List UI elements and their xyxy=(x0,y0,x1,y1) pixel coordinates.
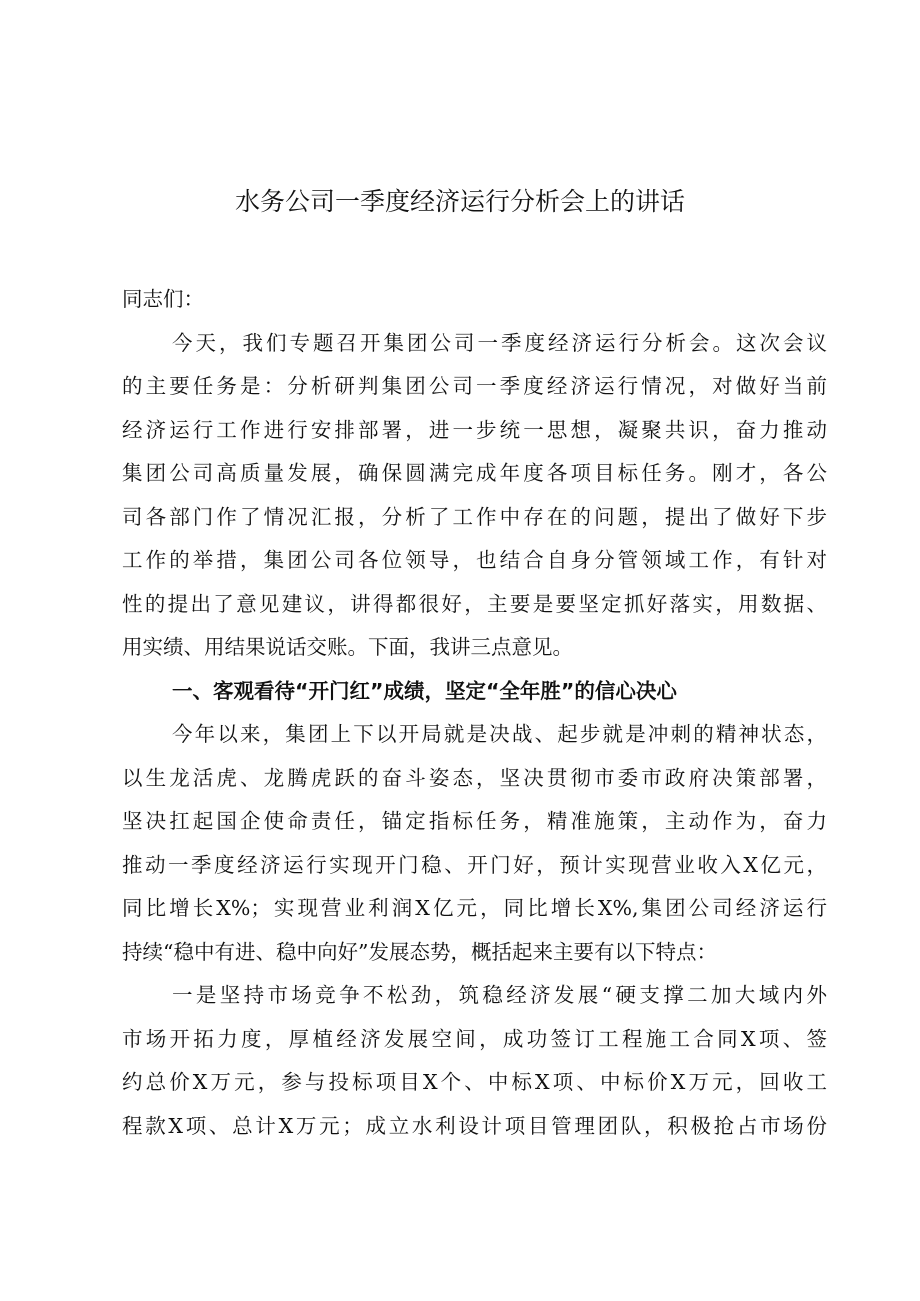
paragraph-line: 市场开拓力度，厚植经济发展空间，成功签订工程施工合同X项、签 xyxy=(122,1026,827,1051)
paragraph-line: 同比增长X%；实现营业利润X亿元，同比增长X%,集团公司经济运行 xyxy=(122,896,827,920)
paragraph-line: 性的提出了意见建议，讲得都很好，主要是要坚定抓好落实，用数据、 xyxy=(122,591,827,616)
paragraph-line: 工作的举措，集团公司各位领导，也结合自身分管领域工作，有针对 xyxy=(122,548,827,572)
paragraph-line: 一是坚持市场竞争不松劲，筑稳经济发展“硬支撑二加大域内外 xyxy=(172,983,827,1007)
paragraph-line: 用实绩、用结果说话交账。下面，我讲三点意见。 xyxy=(122,635,573,659)
greeting-line: 同志们： xyxy=(122,287,204,311)
paragraph-line: 推动一季度经济运行实现开门稳、开门好，预计实现营业收入X亿元， xyxy=(122,852,827,877)
paragraph-line: 经济运行工作进行安排部署，进一步统一思想，凝聚共识，奋力推动 xyxy=(122,417,827,442)
paragraph-line: 今年以来，集团上下以开局就是决战、起步就是冲刺的精神状态， xyxy=(172,722,827,746)
paragraph-line: 集团公司高质量发展，确保圆满完成年度各项目标任务。刚才，各公 xyxy=(122,461,827,485)
paragraph-line: 坚决扛起国企使命责任，锚定指标任务，精准施策，主动作为，奋力 xyxy=(122,809,827,833)
paragraph-line: 司各部门作了情况汇报，分析了工作中存在的问题，提出了做好下步 xyxy=(122,504,827,529)
paragraph-line: 程款X项、总计X万元；成立水利设计项目管理团队，积极抢占市场份 xyxy=(122,1113,827,1138)
document-title: 水务公司一季度经济运行分析会上的讲话 xyxy=(234,187,685,216)
section-heading: 一、客观看待“开门红”成绩，坚定“全年胜”的信心决心 xyxy=(172,678,677,703)
document-body xyxy=(122,278,827,1148)
paragraph-line: 持续“稳中有进、稳中向好”发展态势，概括起来主要有以下特点： xyxy=(122,939,717,964)
paragraph-line: 约总价X万元，参与投标项目X个、中标X项、中标价X万元，回收工 xyxy=(122,1070,827,1094)
paragraph-line: 今天，我们专题召开集团公司一季度经济运行分析会。这次会议 xyxy=(172,330,827,355)
paragraph-line: 以生龙活虎、龙腾虎跃的奋斗姿态，坚决贯彻市委市政府决策部署， xyxy=(122,765,827,790)
paragraph-line: 的主要任务是：分析研判集团公司一季度经济运行情况，对做好当前 xyxy=(122,374,827,398)
